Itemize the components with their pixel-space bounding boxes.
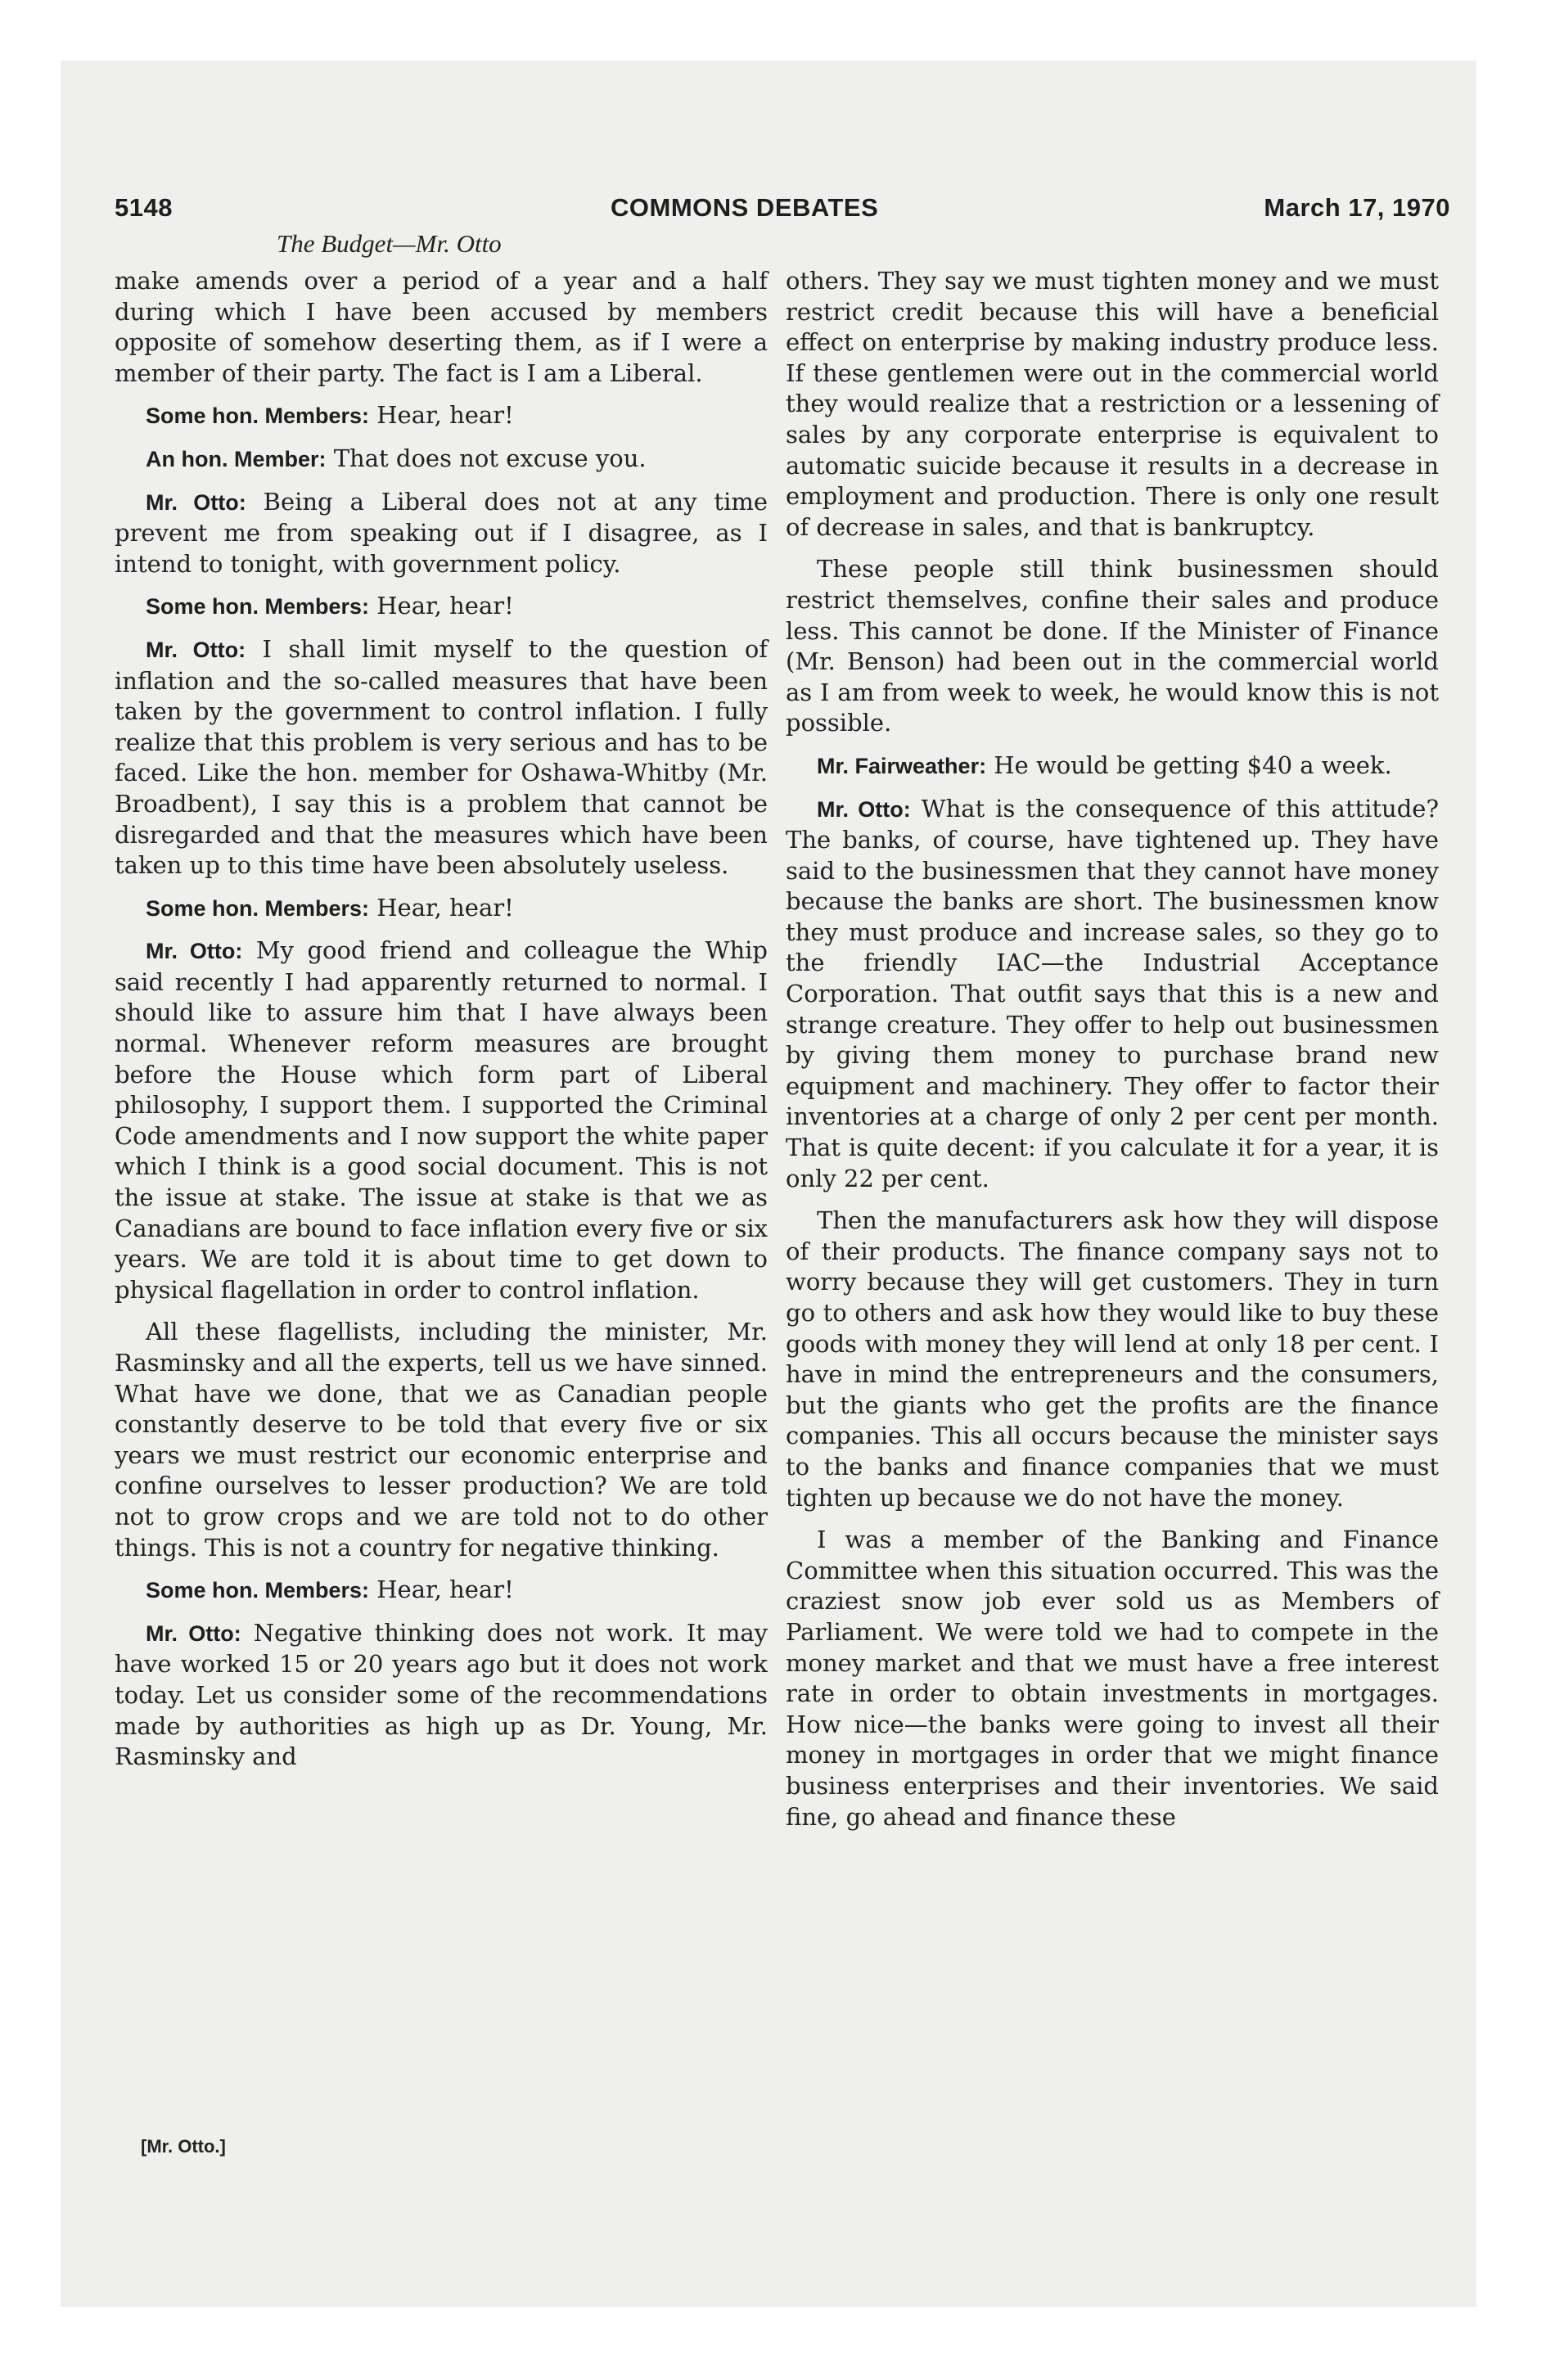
paragraph-text: That does not excuse you.: [333, 444, 647, 472]
paragraph-text: I was a member of the Banking and Finance Committee when this situation occurred. This was the craziest snow job ever sold us as Members of Parliament. We were told we had to compete in the money market and that we must have a free interest rate in order to obtain investments in mortgages. How nice—the banks were going to invest all their money in mortgages in order that we might finance business enterprises and their inventories. We said fine, go ahead and finance these: [786, 1526, 1439, 1831]
paragraph: [115, 400, 768, 432]
speaker-label: Mr. Otto:: [146, 489, 246, 515]
paragraph-text: Hear, hear!: [376, 592, 514, 620]
paragraph-text: These people still think businessmen should restrict themselves, confine their sales and produce less. This cannot be done. If the Minister of Finance (Mr. Benson) had been out in the commercial world as I am from week to week, he would know this is not possible.: [786, 555, 1439, 737]
paragraph: [115, 266, 768, 389]
paragraph-text: Hear, hear!: [376, 401, 514, 430]
page-number: 5148: [115, 193, 173, 222]
paragraph-text: make amends over a period of a year and a half during which I have been accused by members opposite of somehow deserting them, as if I were a member of their party. The fact is I am a Liberal.: [115, 267, 768, 387]
speaker-label: An hon. Member:: [146, 446, 327, 471]
speaker-label: Some hon. Members:: [146, 1578, 370, 1603]
left-column: [115, 266, 768, 1784]
paragraph: [786, 1206, 1439, 1513]
paragraph: [115, 634, 768, 881]
paragraph-text: He would be getting $40 a week.: [994, 751, 1392, 779]
speaker-label: Some hon. Members:: [146, 594, 370, 620]
paragraph-text: others. They say we must tighten money and we must restrict credit because this will have a beneficial effect on enterprise by making industry produce less. If these gentlemen were out in the commercial world they would realize that a restriction or a lessening of sales by any corporate enterprise is equivalent to automatic suicide because it results in a decrease in employment and production. There is only one result of decrease in sales, and that is bankruptcy.: [786, 267, 1439, 541]
paragraph: [115, 591, 768, 623]
speaker-label: Some hon. Members:: [146, 895, 370, 921]
paragraph: [786, 751, 1439, 782]
paragraph-text: Being a Liberal does not at any time prevent me from speaking out if I disagree, as I intend to tonight, with government policy.: [115, 487, 768, 578]
paragraph-text: I shall limit myself to the question of inflation and the so-called measures that have been taken by the government to control inflation. I fully realize that this problem is very serious and has to be faced. Like the hon. member for Oshawa-Whitby (Mr. Broadbent), I say this is a problem that cannot be disregarded and that the measures which have been taken up to this time have been absolutely useless.: [115, 634, 768, 880]
paragraph-text: All these flagellists, including the minister, Mr. Rasminsky and all the experts, tell us we have sinned. What have we done, that we as Canadian people constantly deserve to be told that every five or six years we must restrict our economic enterprise and confine ourselves to lesser production? We are told not to grow crops and we are told not to do other things. This is not a country for negative thinking.: [115, 1318, 768, 1562]
paragraph-text: Hear, hear!: [376, 893, 514, 922]
speaker-label: Mr. Fairweather:: [817, 753, 987, 778]
right-column: [786, 266, 1439, 1844]
paragraph: [115, 1618, 768, 1773]
running-head: The Budget—Mr. Otto: [277, 229, 502, 258]
paragraph-text: My good friend and colleague the Whip said recently I had apparently returned to normal. I should like to assure him that I have always been normal. Whenever reform measures are brought before the House which form part of Liberal philosophy, I support them. I supported the Criminal Code amendments and I now support the white paper which I think is a good social document. This is not the issue at stake. The issue at stake is that we as Canadians are bound to face inflation every five or six years. We are told it is about time to get down to physical flagellation in order to control inflation.: [115, 936, 768, 1304]
paragraph-text: Then the manufacturers ask how they will dispose of their products. The finance company says not to worry because they will get customers. They in turn go to others and ask how they would like to buy these goods with money they will lend at only 18 per cent. I have in mind the entrepreneurs and the consumers, but the giants who get the profits are the finance companies. This all occurs because the minister says to the banks and finance companies that we must tighten up because we do not have the money.: [786, 1206, 1439, 1512]
paragraph: [786, 794, 1439, 1195]
speaker-label: Mr. Otto:: [146, 939, 243, 964]
paragraph: [115, 1317, 768, 1563]
publication-date: March 17, 1970: [1264, 193, 1450, 222]
paragraph: [115, 487, 768, 580]
paragraph: [786, 554, 1439, 739]
speaker-label: Mr. Otto:: [817, 796, 911, 822]
paragraph: [115, 444, 768, 476]
paragraph: [786, 1525, 1439, 1832]
paragraph-text: What is the consequence of this attitude? The banks, of course, have tightened up. They have said to the businessmen that they cannot have money because the banks are short. The businessmen know they must produce and increase sales, so they go to the friendly IAC—the Industrial Acceptance Corporation. That outfit says that this is a new and strange creature. They offer to help out businessmen by giving them money to purchase brand new equipment and machinery. They offer to factor their inventories at a charge of only 2 per cent per month. That is quite decent: if you calculate it for a year, it is only 22 per cent.: [786, 794, 1440, 1192]
paragraph: [115, 893, 768, 925]
speaker-footnote: [Mr. Otto.]: [141, 2136, 226, 2157]
paragraph-text: Hear, hear!: [376, 1575, 514, 1604]
paragraph: [115, 1575, 768, 1607]
speaker-label: Some hon. Members:: [146, 403, 370, 429]
paragraph: [786, 266, 1439, 543]
journal-title: COMMONS DEBATES: [611, 193, 879, 222]
page-header: [115, 193, 1450, 229]
paragraph: [115, 935, 768, 1305]
paragraph-text: Negative thinking does not work. It may have worked 15 or 20 years ago but it does not work today. Let us consider some of the recommendations made by authorities as high up as Dr. Young, Mr. Rasminsky and: [115, 1618, 768, 1771]
speaker-label: Mr. Otto:: [146, 637, 246, 662]
speaker-label: Mr. Otto:: [146, 1620, 241, 1646]
